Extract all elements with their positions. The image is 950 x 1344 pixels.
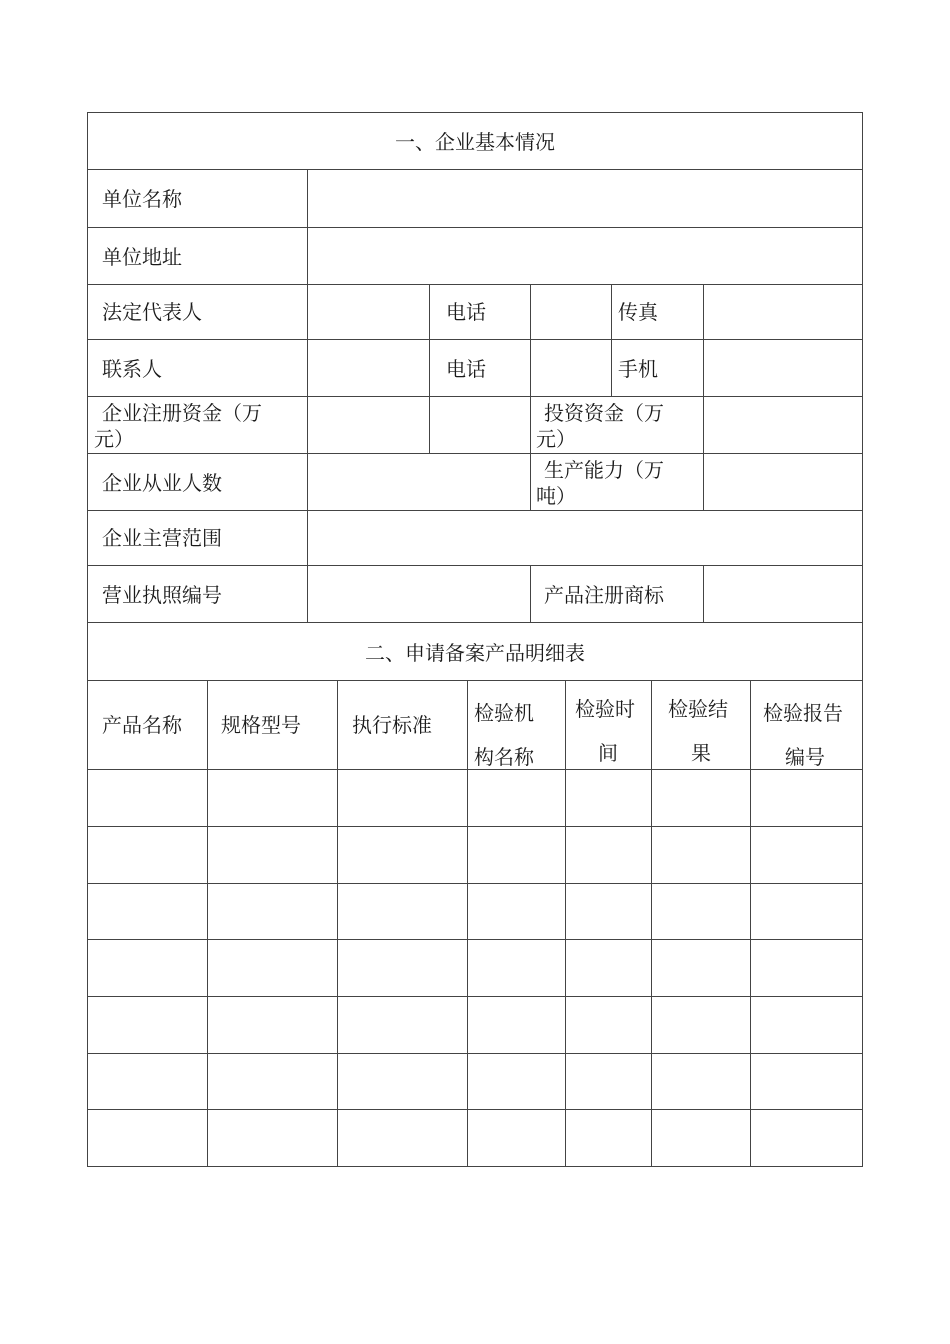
field-unit-address[interactable] [308, 228, 862, 284]
table-row[interactable] [88, 940, 862, 996]
field-trademark[interactable] [704, 566, 862, 622]
label-reg-capital-line2: 元） [94, 427, 134, 451]
field-contact[interactable] [308, 340, 429, 396]
field-mobile[interactable] [704, 340, 862, 396]
header-inspection-result-line1: 检验结 [668, 697, 728, 721]
label-reg-capital-line1: 企业注册资金（万 [102, 401, 262, 425]
field-employees[interactable] [308, 454, 530, 510]
label-phone-legal-rep: 电话 [446, 300, 486, 324]
field-fax[interactable] [704, 285, 862, 339]
table-border-top [87, 112, 863, 113]
col-divider [530, 565, 531, 623]
header-inspection-result-line2: 果 [691, 741, 711, 765]
table-row[interactable] [88, 770, 862, 826]
field-investment[interactable] [704, 397, 862, 453]
table-border-bottom [87, 1166, 863, 1167]
table-row[interactable] [88, 827, 862, 883]
section-title-product-list: 二、申请备案产品明细表 [365, 641, 585, 665]
header-product-name: 产品名称 [102, 713, 182, 737]
field-capacity[interactable] [704, 454, 862, 510]
label-license-no: 营业执照编号 [102, 583, 222, 607]
row-divider [87, 622, 863, 623]
header-report-no-line2: 编号 [785, 745, 825, 769]
label-phone-contact: 电话 [446, 357, 486, 381]
row-divider [87, 680, 863, 681]
header-spec-model: 规格型号 [221, 713, 301, 737]
table-row[interactable] [88, 1054, 862, 1109]
label-business-scope: 企业主营范围 [102, 526, 222, 550]
label-investment-line1: 投资资金（万 [544, 401, 664, 425]
header-inspection-org-line1: 检验机 [474, 701, 534, 725]
col-divider [611, 284, 612, 396]
col-divider [530, 396, 531, 511]
field-phone-legal-rep[interactable] [531, 285, 611, 339]
label-legal-rep: 法定代表人 [102, 300, 202, 324]
label-fax: 传真 [618, 300, 658, 324]
header-inspection-time-line2: 间 [598, 741, 618, 765]
table-row[interactable] [88, 997, 862, 1053]
section-title-basic-info: 一、企业基本情况 [395, 130, 555, 154]
field-unit-name[interactable] [308, 170, 862, 227]
label-trademark: 产品注册商标 [544, 583, 664, 607]
label-employees: 企业从业人数 [102, 471, 222, 495]
table-row[interactable] [88, 1110, 862, 1166]
field-reg-capital-b[interactable] [430, 397, 530, 453]
label-capacity-line1: 生产能力（万 [544, 458, 664, 482]
label-mobile: 手机 [618, 357, 658, 381]
field-phone-contact[interactable] [531, 340, 611, 396]
label-unit-name: 单位名称 [102, 187, 182, 211]
label-investment-line2: 元） [536, 427, 576, 451]
label-capacity-line2: 吨） [536, 484, 576, 508]
label-unit-address: 单位地址 [102, 245, 182, 269]
table-border-right [862, 112, 863, 1167]
field-license-no[interactable] [308, 566, 530, 622]
header-inspection-time-line1: 检验时 [575, 697, 635, 721]
field-business-scope[interactable] [308, 511, 862, 565]
header-standard: 执行标准 [352, 713, 432, 737]
table-row[interactable] [88, 884, 862, 939]
label-contact: 联系人 [102, 357, 162, 381]
header-report-no-line1: 检验报告 [763, 701, 843, 725]
field-reg-capital-a[interactable] [308, 397, 429, 453]
field-legal-rep[interactable] [308, 285, 429, 339]
header-inspection-org-line2: 构名称 [474, 745, 534, 769]
